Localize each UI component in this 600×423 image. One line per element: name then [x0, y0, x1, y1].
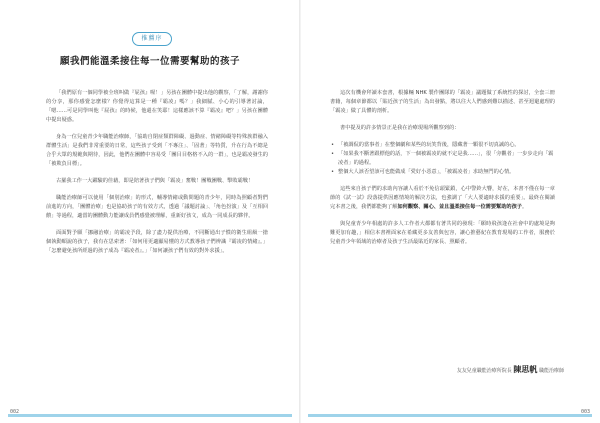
paragraph: 職能治療師可以使用「個別治療」的形式，輔導情緒或動問題的青少年，同時為照顧者對們前進的方向，「團體治療」也是協助孩子的有效方式，透過「議題討論」、「角色扮演」及「互相回饋」等過程，適當的團體動力能讓成員們感覺被理解，重新好孩文，成為一同成長的夥伴。	[46, 195, 268, 219]
page-number-right: 003	[580, 409, 590, 415]
paragraph	[330, 185, 555, 212]
paragraph: 古羅我工作一大躍驗的佳藉，即是陪著孩子們與「霸凌」奮戰！團戰團戰、擊敗霸戰！	[56, 178, 254, 184]
paragraph-lead: 這些來自孩子們的求助內容讓人看於不免信頭緊鎖，心中警鈴大響，好在，本書不僅在每一章節的《試一試》段落提供因應情境的解決方法，也強調了「大人要適時求援的重要」。最終在閱讀完本書之後，我們都能夠了解	[330, 186, 555, 210]
paragraph: 面面對予願「挪融治療」的霸凌予段，除了盡力提供治療，不同斷通出子慣的衛生組級一搶個執動順說的孩子，我有在思索著：「如何用更適顯易懂的方式教導孩子們辨識『霸凌的情緒』。」「怎麼避免孩所經過的孩子成為『霸凌者』。」「如何讓孩子們有效的對外求援」。	[46, 230, 268, 254]
paragraph: 身為一位兒童青少年職能治療師，「協助自閉症類群障礙、過動症、情緒障礙等特殊族群融入群體生活」是我們非常重要的日常，這些孩子受到「不專注」、「固著」等特質，升在行為不總是合乎大眾的規範與期待，因此，他們在團體中容易受「團目目格格不入的一群」，也是霸凌發生的「被欺負目標」。	[46, 134, 268, 167]
observation-list	[330, 141, 555, 177]
footer-bar-left	[8, 414, 292, 417]
left-column	[46, 89, 268, 264]
page-title: 願我們能溫柔接住每一位需要幫助的孩子	[59, 56, 240, 67]
paragraph: 書中提及的許多情景正是我在治療現場所觀察到的：	[340, 125, 460, 131]
paragraph: 與兒童青少年相處的許多人工作者大都都有著共同的發現：「願時飛孩逢在社會中的處境是夠難更加有趣，」相信本書裡面家在希藏更多友善與包容，讓心推藝紀在教育現場的工作者，服務於兒童青少年領域的治療者及孩子生活最貼近的家長、照顧者。	[330, 221, 555, 245]
list-item	[330, 168, 555, 177]
author-name: 陳思帆	[513, 365, 538, 374]
section-badge: 推薦序	[132, 32, 172, 46]
list-item-text: 「如果我不斷著跟標他的話，下一個被霸凌的就不定是我……」，很「旁觀者」一步步走向「霸凌者」的過程。	[338, 151, 554, 166]
paragraph-end: 。	[521, 204, 528, 210]
author-signature	[457, 364, 564, 375]
list-item-text: 整個大人該否望該可也能做成「愛好小惡意」，「被霸凌者」求助無門的心情。	[338, 169, 515, 175]
paragraph: 這次有機會拜讀本套書，根據輛 NHK 製作團隊的「霸凌」議題做了系統性的探討，全套三冊書籍，每個章節都以「貼近孩子的生活」為出發點，將以往大人們感到難以描述、甚至迴避處理的「霸凌」做了具體的剖析。	[330, 90, 555, 114]
list-item	[330, 141, 555, 150]
bullet-icon: •	[331, 151, 335, 157]
page-number-left: 002	[10, 409, 20, 415]
list-item	[330, 150, 555, 168]
paragraph: 「我們原有一個同學被全班叫做『屁孩』喔！」另孩在團體中提出他的觀察，「了解，謝謝你的分享，那你感覺怎麼樣？你覺得這算是一種『霸凌』嗎？」我細膩、小心的引導著討論，「嗯……可是同學叫他『屁孩』的時候，他還在笑耶！這樣應該不算『霸凌』吧？」另孩在團體中提出疑惑。	[46, 90, 268, 123]
list-item-text: 「被調侃的當事者」在整個劇和某些的玩笑背後，隱藏著一顆很不切真誠的心。	[338, 142, 520, 148]
bullet-icon: •	[331, 169, 335, 175]
author-role: 友友兒童職能治療所院長	[456, 368, 512, 374]
emphasized-text: 如何觀察、關心、並且溫柔接住每一位需要幫助的孩子	[397, 204, 522, 210]
bullet-icon: •	[331, 142, 335, 148]
author-title: 職能治療師	[538, 368, 564, 374]
footer-bar-right	[308, 414, 592, 417]
right-column	[330, 89, 555, 255]
